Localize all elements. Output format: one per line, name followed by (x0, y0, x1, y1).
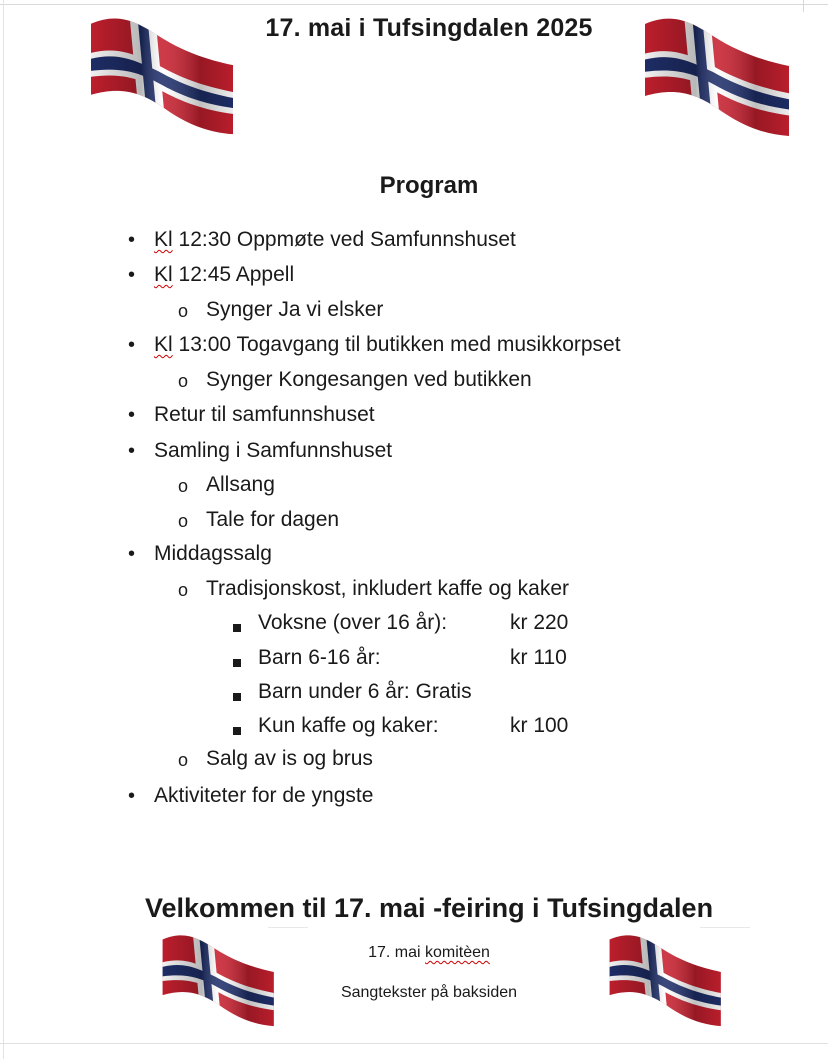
list-item (258, 645, 567, 671)
price: kr 220 (510, 611, 569, 634)
bullet-marker: • (128, 785, 136, 807)
item-text: Allsang (206, 473, 275, 496)
welcome-heading: Velkommen til 17. mai -feiring i Tufsingdalen (144, 893, 714, 923)
square-marker (233, 718, 241, 744)
page-bottom-edge (0, 1043, 828, 1044)
program-heading: Program (379, 172, 479, 199)
list-item (178, 746, 373, 772)
price: kr 110 (510, 646, 567, 669)
norwegian-flag-icon (607, 924, 725, 1040)
list-item (128, 783, 374, 809)
item-text: Middagssalg (154, 542, 272, 565)
divider (700, 927, 750, 928)
songs-note: Sangtekster på baksiden (340, 984, 518, 1001)
item-text: Synger Kongesangen ved butikken (206, 368, 532, 391)
bullet-marker: • (128, 229, 136, 251)
list-item (128, 402, 375, 428)
square-marker (233, 650, 241, 676)
circle-marker: o (178, 750, 189, 770)
item-text: Synger Ja vi elsker (206, 298, 384, 321)
time-prefix: Kl (154, 263, 173, 286)
circle-marker: o (178, 301, 189, 321)
committee-signature (0, 944, 828, 962)
item-text: Voksne (over 16 år): (258, 611, 448, 634)
item-text: 12:30 Oppmøte ved Samfunnshuset (172, 228, 516, 251)
item-text: Tale for dagen (206, 508, 340, 531)
document-title: 17. mai i Tufsingdalen 2025 (265, 14, 593, 42)
bullet-marker: • (128, 543, 136, 565)
list-item (178, 367, 532, 393)
circle-marker: o (178, 476, 189, 496)
time-prefix: Kl (154, 333, 173, 356)
list-item (258, 679, 472, 705)
list-item (128, 262, 295, 288)
bullet-marker: • (128, 334, 136, 356)
square-marker (233, 684, 241, 710)
committee-number: 17. mai (368, 944, 421, 961)
item-text: Kun kaffe og kaker: (258, 714, 439, 737)
item-text: Tradisjonskost, inkludert kaffe og kaker (206, 577, 570, 600)
item-text: Barn 6-16 år: (258, 646, 381, 669)
list-item (178, 472, 275, 498)
list-item (178, 507, 340, 533)
list-item (178, 576, 570, 602)
item-text: Retur til samfunnshuset (154, 403, 375, 426)
price: kr 100 (510, 714, 569, 737)
bullet-marker: • (128, 264, 136, 286)
list-item (128, 541, 272, 567)
list-item (128, 227, 516, 253)
bullet-marker: • (128, 404, 136, 426)
circle-marker: o (178, 371, 189, 391)
circle-marker: o (178, 580, 189, 600)
square-marker (233, 615, 241, 641)
item-text: 13:00 Togavgang til butikken med musikkorpset (172, 333, 621, 356)
item-text: Samling i Samfunnshuset (154, 439, 393, 462)
list-item (178, 297, 384, 323)
item-text: Barn under 6 år: Gratis (258, 680, 472, 703)
list-item (258, 713, 569, 739)
list-item (128, 332, 621, 358)
circle-marker: o (178, 511, 189, 531)
divider (268, 927, 308, 928)
list-item (128, 438, 393, 464)
item-text: Aktiviteter for de yngste (154, 784, 374, 807)
item-text: Salg av is og brus (206, 747, 373, 770)
committee-word: komitèen (425, 944, 490, 961)
time-prefix: Kl (154, 228, 173, 251)
list-item (258, 610, 569, 636)
norwegian-flag-icon (160, 924, 278, 1040)
item-text: 12:45 Appell (172, 263, 295, 286)
bullet-marker: • (128, 440, 136, 462)
